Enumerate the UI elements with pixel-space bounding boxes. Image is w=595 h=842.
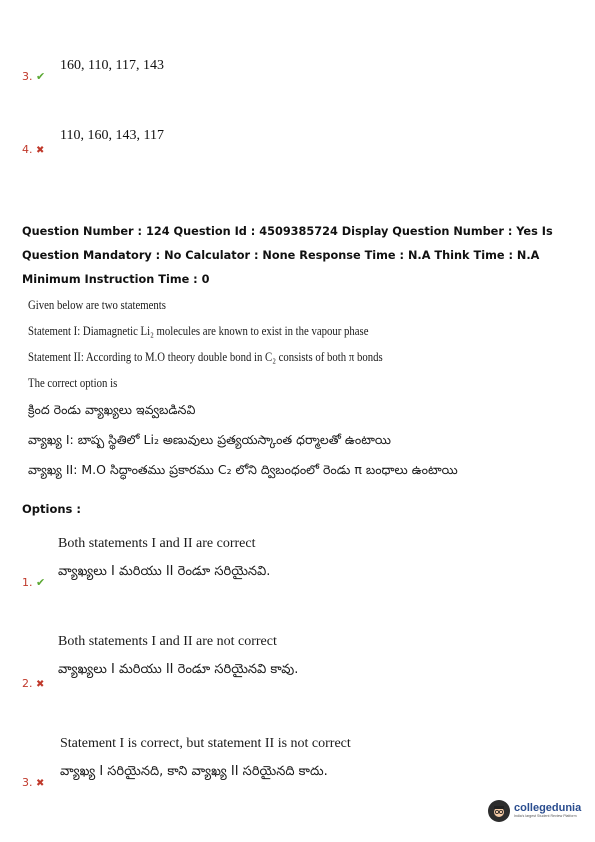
option-3-telugu: వ్యాఖ్య I సరియైనది, కాని వ్యాఖ్య II సరియైనది కాదు. bbox=[60, 764, 328, 779]
telugu-intro: క్రింద రెండు వ్యాఖ్యలు ఇవ్వబడినవి bbox=[28, 402, 196, 417]
logo-tagline: India's largest Student Review Platform bbox=[514, 814, 577, 818]
cross-icon: ✖ bbox=[36, 145, 45, 156]
prev-option-3-marker bbox=[22, 70, 45, 83]
prev-option-4-marker bbox=[22, 143, 44, 156]
option-3-english: Statement I is correct, but statement II is not correct bbox=[60, 736, 351, 751]
option-2-telugu: వ్యాఖ్యలు I మరియు II రెండూ సరియైనవి కావు. bbox=[58, 662, 299, 677]
option-2-english: Both statements I and II are not correct bbox=[58, 634, 277, 649]
cross-icon: ✖ bbox=[36, 679, 45, 690]
prev-option-4-number: 4. bbox=[22, 143, 33, 156]
telugu-statement-2: వ్యాఖ్య II: M.O సిద్ధాంతము ప్రకారము C₂ లోని ద్విబంధంలో రెండు π బంధాలు ఉంటాయి bbox=[28, 462, 458, 477]
option-1-english: Both statements I and II are correct bbox=[58, 536, 256, 551]
check-icon: ✔ bbox=[36, 70, 46, 83]
question-prompt: The correct option is bbox=[28, 376, 118, 390]
option-2-number: 2. bbox=[22, 677, 33, 690]
option-3-marker bbox=[22, 776, 44, 789]
mascot-icon bbox=[488, 800, 510, 822]
question-meta: Question Number : 124 Question Id : 4509385724 Display Question Number : Yes Is Question Mandatory : No Calculator : None Response Time : N.A Think Time : N.A Minimum Instruction Time : 0 bbox=[22, 225, 553, 286]
option-3-number: 3. bbox=[22, 776, 33, 789]
statement-2: Statement II: According to M.O theory double bond in C₂ consists of both π bonds bbox=[28, 350, 383, 364]
telugu-statement-1: వ్యాఖ్య I: బాష్ప స్థితిలో Li₂ అణువులు ప్రత్యయస్కాంత ధర్మాలతో ఉంటాయి bbox=[28, 432, 391, 447]
option-1-marker bbox=[22, 576, 45, 589]
collegedunia-logo bbox=[488, 800, 581, 822]
logo-name: collegedunia bbox=[514, 802, 582, 814]
options-label: Options : bbox=[22, 502, 81, 516]
prev-option-3-number: 3. bbox=[22, 70, 33, 83]
option-2-marker bbox=[22, 677, 44, 690]
prev-option-4-text: 110, 160, 143, 117 bbox=[60, 128, 164, 143]
prev-option-3-text: 160, 110, 117, 143 bbox=[60, 58, 164, 73]
question-intro: Given below are two statements bbox=[28, 298, 166, 312]
option-1-telugu: వ్యాఖ్యలు I మరియు II రెండూ సరియైనవి. bbox=[58, 564, 271, 579]
cross-icon: ✖ bbox=[36, 778, 45, 789]
option-1-number: 1. bbox=[22, 576, 33, 589]
statement-1: Statement I: Diamagnetic Li₂ molecules are known to exist in the vapour phase bbox=[28, 324, 369, 338]
check-icon: ✔ bbox=[36, 576, 46, 589]
